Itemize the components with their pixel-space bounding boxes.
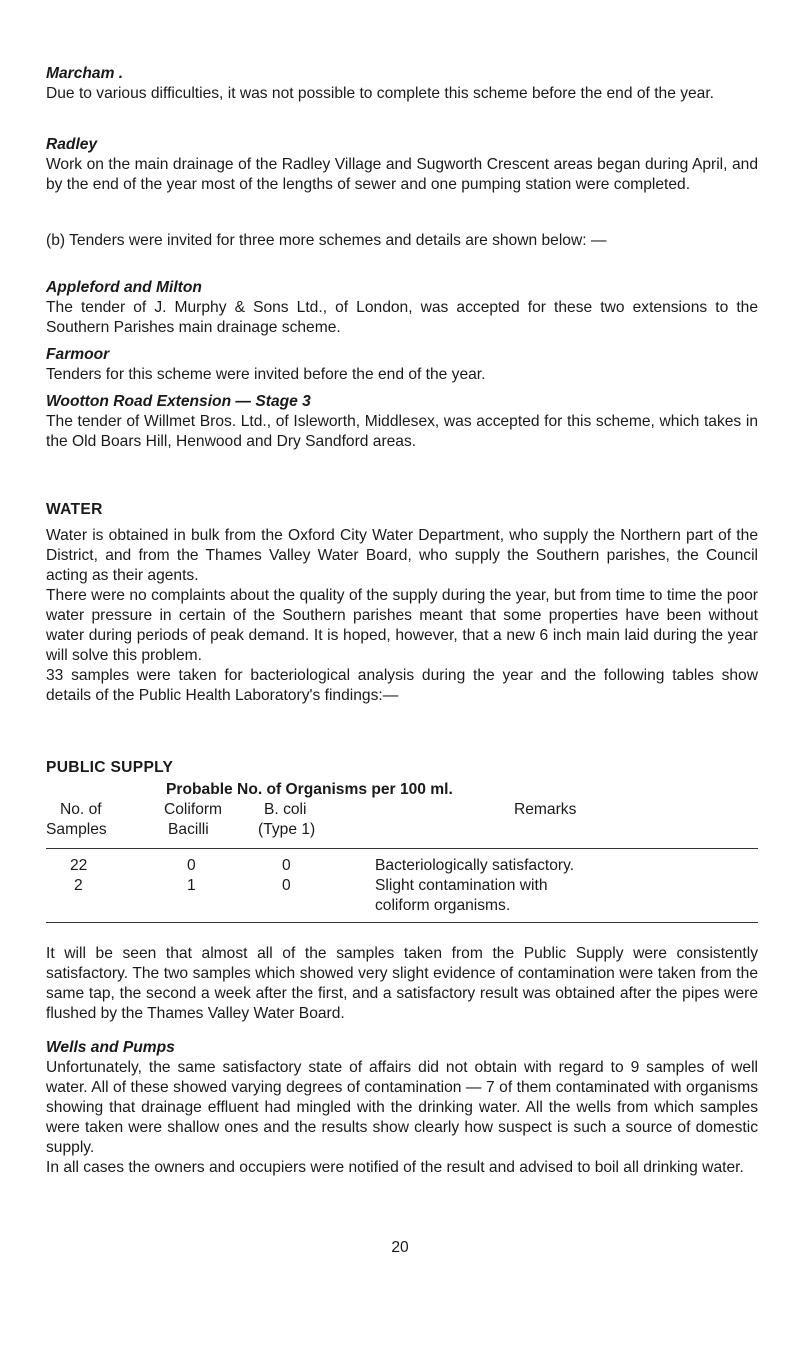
text-public-summary: It will be seen that almost all of the samples taken from the Public Supply were consistently satisfactory. The two samples which showed very slight evidence of contamination were taken from the same tap, the second a week after the first, and a satisfactory result was obtained after the pipes were flushed by the Thames Valley Water Board. [46,945,758,1022]
table-top-rule [46,848,758,849]
table-caption: Probable No. of Organisms per 100 ml. [166,781,453,798]
section-tenders [46,231,758,251]
col-coliform-header-2: Bacilli [168,821,209,838]
section-radley [46,135,758,195]
text-water-p2: There were no complaints about the quality of the supply during the year, but from time to time the poor water pressure in certain of the Southern parishes meant that some properties have been without water during periods of peak demand. It is hoped, however, that a new 6 inch main laid during the year will solve this problem. [46,587,758,664]
page-number: 20 [391,1239,409,1256]
table-cell-coliform: 0 [187,857,196,874]
heading-appleford: Appleford and Milton [46,279,202,296]
heading-marcham: Marcham . [46,65,124,82]
table-cell-remarks: Slight contamination with [375,877,548,894]
table-cell-bcoli: 0 [282,877,291,894]
heading-farmoor: Farmoor [46,346,110,363]
heading-public-supply: PUBLIC SUPPLY [46,759,174,776]
col-remarks-header: Remarks [514,801,577,818]
text-farmoor: Tenders for this scheme were invited before the end of the year. [46,366,486,383]
text-marcham: Due to various difficulties, it was not possible to complete this scheme before the end of the year. [46,85,715,102]
col-bcoli-header-2: (Type 1) [258,821,316,838]
section-wootton [46,392,758,452]
table-cell-bcoli: 0 [282,857,291,874]
text-water-p3: 33 samples were taken for bacteriological analysis during the year and the following tables show details of the Public Health Laboratory's findings:— [46,667,758,704]
col-samples-header-2: Samples [46,821,107,838]
heading-wootton: Wootton Road Extension — Stage 3 [46,393,311,410]
table-cell-samples: 2 [74,877,83,894]
section-public-summary [46,944,758,1024]
section-public-supply [46,758,758,778]
text-radley: Work on the main drainage of the Radley Village and Sugworth Crescent areas began during April, and by the end of the year most of the lengths of sewer and one pumping station were completed. [46,156,758,193]
heading-water: WATER [46,501,103,518]
table-cell-remarks-cont: coliform organisms. [375,897,511,914]
section-appleford [46,278,758,338]
table-cell-remarks: Bacteriologically satisfactory. [375,857,575,874]
col-samples-header-1: No. of [60,801,102,818]
col-coliform-header-1: Coliform [164,801,223,818]
text-wells-p1: Unfortunately, the same satisfactory state of affairs did not obtain with regard to 9 samples of well water. All of these showed varying degrees of contamination — 7 of them contaminated with organisms showing that drainage effluent had mingled with the drinking water. All the wells from which samples were taken were shallow ones and the results show clearly how suspect is such a source of domestic supply. [46,1059,758,1156]
section-marcham [46,64,758,104]
section-wells [46,1038,758,1178]
text-appleford: The tender of J. Murphy & Sons Ltd., of London, was accepted for these two extensions to the Southern Parishes main drainage scheme. [46,299,758,336]
text-tenders-intro: (b) Tenders were invited for three more schemes and details are shown below: — [46,232,607,249]
text-wootton: The tender of Willmet Bros. Ltd., of Isleworth, Middlesex, was accepted for this scheme, which takes in the Old Boars Hill, Henwood and Dry Sandford areas. [46,413,758,450]
heading-radley: Radley [46,136,98,153]
text-wells-p2: In all cases the owners and occupiers were notified of the result and advised to boil all drinking water. [46,1159,744,1176]
table-cell-coliform: 1 [187,877,196,894]
text-water-p1: Water is obtained in bulk from the Oxford City Water Department, who supply the Northern part of the District, and from the Thames Valley Water Board, who supply the Southern parishes, the Council acting as their agents. [46,527,758,584]
section-farmoor [46,345,758,385]
table-cell-samples: 22 [70,857,88,874]
heading-wells: Wells and Pumps [46,1039,175,1056]
table-bottom-rule [46,922,758,923]
col-bcoli-header-1: B. coli [264,801,307,818]
section-water [46,500,758,706]
